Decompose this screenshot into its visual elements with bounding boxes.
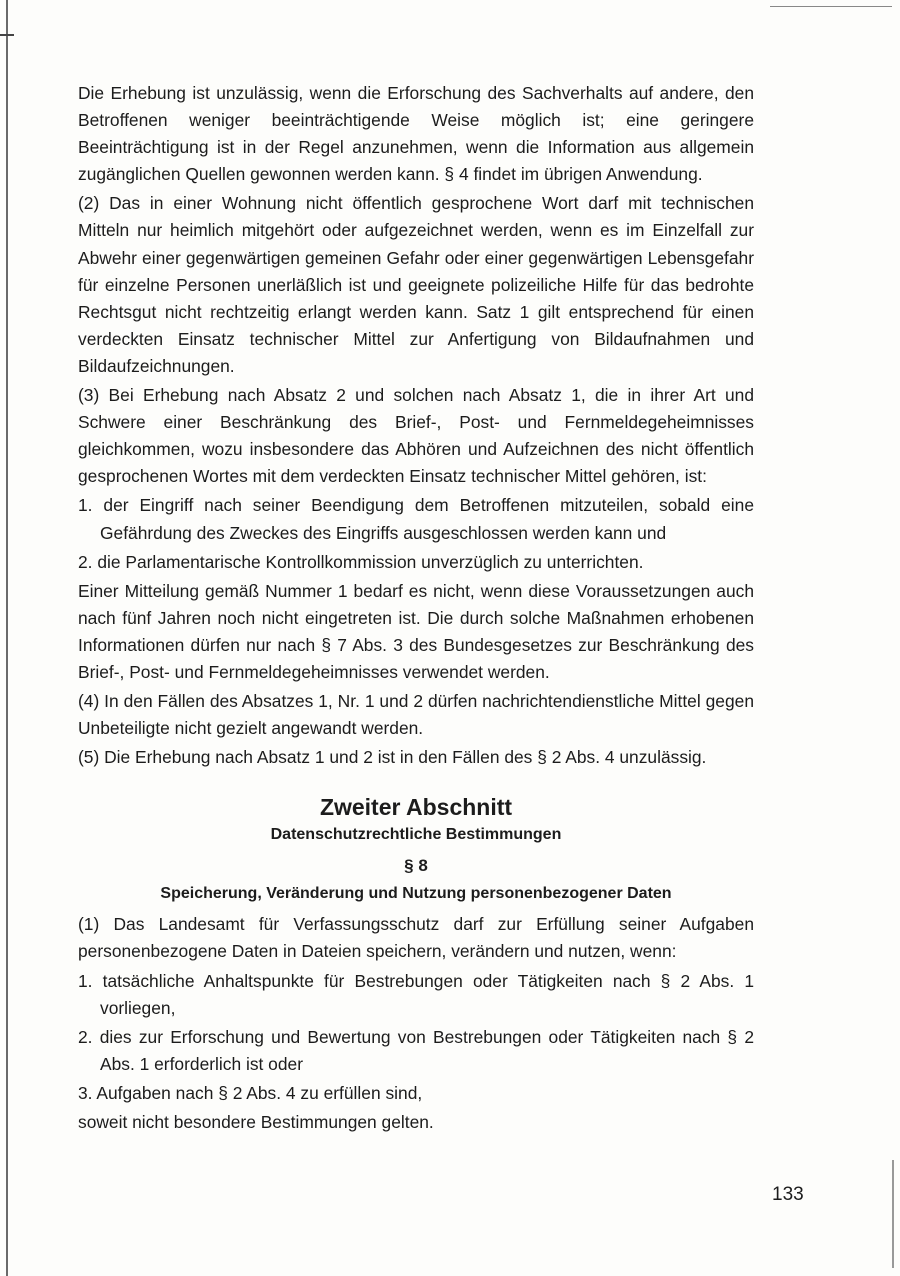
list-item: 3. Aufgaben nach § 2 Abs. 4 zu erfüllen sind, — [78, 1082, 423, 1103]
section-heading: Zweiter Abschnitt — [319, 794, 513, 821]
scan-edge-right — [892, 1160, 894, 1268]
page-number: 133 — [772, 1184, 804, 1205]
scan-edge-left — [6, 0, 8, 1276]
paragraph: (5) Die Erhebung nach Absatz 1 und 2 ist in den Fällen des § 2 Abs. 4 unzulässig. — [78, 747, 707, 768]
scan-corner-mark — [0, 34, 14, 36]
paragraph: (4) In den Fällen des Absatzes 1, Nr. 1 und 2 dürfen nachrichtendienstliche Mittel gegen Unbeteiligte nicht gezielt angewandt werden. — [78, 691, 754, 739]
paragraph: (1) Das Landesamt für Verfassungsschutz darf zur Erfüllung seiner Aufgaben personenbezogene Daten in Dateien speichern, verändern und nutzen, wenn: — [78, 914, 754, 962]
list-item: 1. der Eingriff nach seiner Beendigung dem Betroffenen mitzuteilen, sobald eine Gefährdung des Zweckes des Eingriffs ausgeschlossen werden kann und — [78, 495, 754, 543]
list-item: 2. die Parlamentarische Kontrollkommission unverzüglich zu unterrichten. — [78, 551, 644, 572]
closing-line: soweit nicht besondere Bestimmungen gelten. — [78, 1112, 434, 1132]
paragraph-number: § 8 — [404, 856, 428, 876]
paragraph-title: Speicherung, Veränderung und Nutzung personenbezogener Daten — [160, 885, 672, 903]
paragraph: (2) Das in einer Wohnung nicht öffentlich gesprochene Wort darf mit technischen Mitteln nur heimlich mitgehört oder aufgezeichnet werden, wenn es im Einzelfall zur Abwehr einer gegenwärtigen gemeinen Gefahr oder einer gegenwärtigen Lebensgefahr für einzelne Personen unerläßlich ist und geeignete polizeiliche Hilfe für das bedrohte Rechtsgut nicht rechtzeitig erlangt werden kann. Satz 1 gilt entsprechend für einen verdeckten Einsatz technischer Mittel zur Anfertigung von Bildaufnahmen und Bildaufzeichnungen. — [78, 193, 754, 376]
paragraph: (3) Bei Erhebung nach Absatz 2 und solchen nach Absatz 1, die in ihrer Art und Schwere einer Beschränkung des Brief-, Post- und Fernmeldegeheimnisses gleichkommen, wozu insbesondere das Abhören und Aufzeichnen des nicht öffentlich gesprochenen Wortes mit dem verdeckten Einsatz technischer Mittel gehören, ist: — [78, 385, 754, 487]
section-subheading: Datenschutzrechtliche Bestimmungen — [270, 826, 562, 844]
paragraph: Einer Mitteilung gemäß Nummer 1 bedarf es nicht, wenn diese Voraussetzungen auch nach fünf Jahren noch nicht eingetreten ist. Die durch solche Maßnahmen erhobenen Informationen dürfen nur nach § 7 Abs. 3 des Bundesgesetzes zur Beschränkung des Brief-, Post- und Fernmeldegeheimnisses verwendet werden. — [78, 580, 754, 682]
list-item: 2. dies zur Erforschung und Bewertung von Bestrebungen oder Tätigkeiten nach § 2 Abs. 1 erforderlich ist oder — [78, 1026, 754, 1074]
list-item: 1. tatsächliche Anhaltspunkte für Bestrebungen oder Tätigkeiten nach § 2 Abs. 1 vorliegen, — [78, 970, 754, 1018]
scan-edge-top — [770, 6, 892, 7]
page-body — [78, 80, 754, 1138]
paragraph: Die Erhebung ist unzulässig, wenn die Erforschung des Sachverhalts auf andere, den Betroffenen weniger beeinträchtigende Weise möglich ist; eine geringere Beeinträchtigung ist in der Regel anzunehmen, wenn die Information aus allgemein zugänglichen Quellen gewonnen werden kann. § 4 findet im übrigen Anwendung. — [78, 83, 754, 185]
